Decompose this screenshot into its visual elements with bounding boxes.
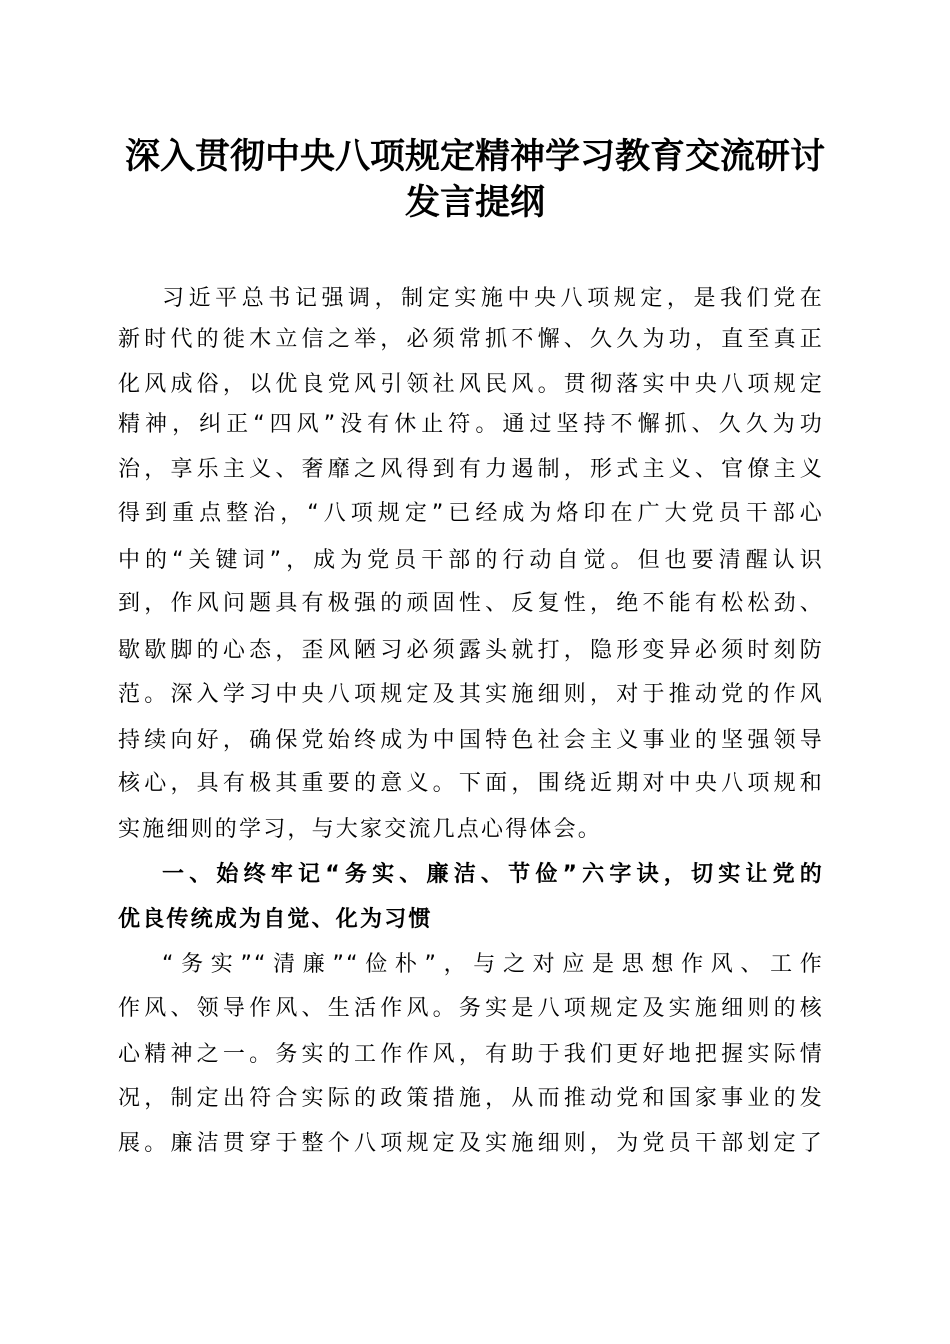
paragraph-1-line: 范。深入学习中央八项规定及其实施细则，对于推动党的作风 [118,682,824,707]
paragraph-1-line: 持续向好，确保党始终成为中国特色社会主义事业的坚强领导 [118,728,824,753]
document-title-line-1: 深入贯彻中央八项规定精神学习教育交流研讨 [124,136,825,177]
paragraph-1-line: 得到重点整治，“八项规定”已经成为烙印在广大党员干部心 [118,501,824,526]
paragraph-2-line: 作风、领导作风、生活作风。务实是八项规定及实施细则的核 [118,996,824,1021]
paragraph-1-line: 习近平总书记强调，制定实施中央八项规定，是我们党在 [162,286,824,311]
paragraph-1-line: 中的“关键词”，成为党员干部的行动自觉。但也要清醒认识 [118,548,824,573]
paragraph-1-line: 化风成俗，以优良党风引领社风民风。贯彻落实中央八项规定 [118,372,824,397]
paragraph-1-line: 实施细则的学习，与大家交流几点心得体会。 [118,817,603,842]
paragraph-2-line: “务实”“清廉”“俭朴”，与之对应是思想作风、工作 [162,952,824,977]
paragraph-2-line: 况，制定出符合实际的政策措施，从而推动党和国家事业的发 [118,1086,824,1111]
paragraph-1-line: 治，享乐主义、奢靡之风得到有力遏制，形式主义、官僚主义 [118,457,824,482]
paragraph-1-line: 精神，纠正“四风”没有休止符。通过坚持不懈抓、久久为功 [118,412,824,437]
paragraph-2-line: 心精神之一。务实的工作作风，有助于我们更好地把握实际情 [118,1042,824,1067]
paragraph-1-line: 新时代的徙木立信之举，必须常抓不懈、久久为功，直至真正 [118,327,824,352]
section-heading-line: 一、始终牢记“务实、廉洁、节俭”六字诀，切实让党的 [162,862,824,887]
paragraph-1-line: 到，作风问题具有极强的顽固性、反复性，绝不能有松松劲、 [118,591,824,616]
paragraph-2-line: 展。廉洁贯穿于整个八项规定及实施细则，为党员干部划定了 [118,1131,824,1156]
section-heading-line: 优良传统成为自觉、化为习惯 [118,907,433,932]
paragraph-1-line: 核心，具有极其重要的意义。下面，围绕近期对中央八项规和 [118,771,824,796]
paragraph-1-line: 歇歇脚的心态，歪风陋习必须露头就打，隐形变异必须时刻防 [118,638,824,663]
document-title-line-2: 发言提纲 [404,182,545,223]
